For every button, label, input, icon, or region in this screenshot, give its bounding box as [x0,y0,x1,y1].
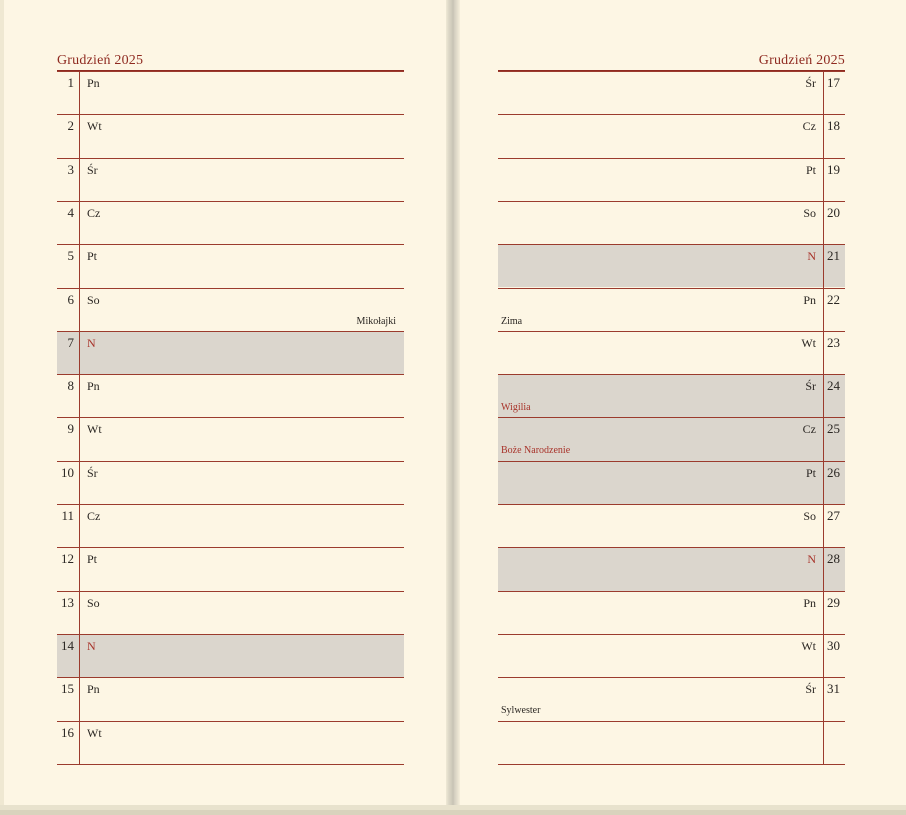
day-of-week: So [87,595,100,610]
left-month-title: Grudzień 2025 [57,53,144,68]
day-row[interactable] [498,114,845,157]
day-row[interactable] [57,331,404,374]
day-note: Mikołajki [356,315,396,327]
day-column-divider [79,462,80,505]
day-number: 12 [61,551,74,567]
day-row[interactable] [498,331,845,374]
day-column-divider [79,592,80,635]
day-of-week: Cz [802,119,816,134]
day-column-divider [823,115,824,158]
day-column-divider [79,722,80,765]
day-row[interactable] [498,158,845,201]
day-column-divider [79,115,80,158]
day-row[interactable] [498,634,845,677]
day-row[interactable] [57,547,404,590]
day-row[interactable] [498,547,845,590]
day-number: 2 [67,118,74,134]
day-of-week: Śr [87,465,98,480]
day-column-divider [823,202,824,245]
day-number: 15 [61,681,74,697]
day-of-week: Cz [87,509,101,523]
day-column-divider [823,505,824,548]
day-number: 13 [61,594,74,610]
day-column-divider [79,72,80,115]
day-column-divider [79,635,80,678]
day-column-divider [823,245,824,288]
day-column-divider [823,678,824,721]
day-number: 5 [67,248,74,264]
day-number: 11 [61,508,74,523]
day-column-divider [79,505,80,548]
day-column-divider [79,245,80,288]
day-column-divider [823,159,824,202]
day-column-divider [79,678,80,721]
day-row[interactable] [498,201,845,244]
day-number: 10 [61,464,74,480]
day-row[interactable] [498,374,845,417]
day-number: 28 [827,551,840,567]
day-of-week: Śr [805,379,816,394]
day-of-week: Wt [801,638,816,653]
day-row[interactable] [57,721,404,764]
day-column-divider [79,202,80,245]
day-column-divider [79,159,80,202]
day-number: 29 [827,594,840,610]
day-number: 23 [827,334,840,350]
day-of-week: Pt [87,552,98,567]
day-column-divider [823,462,824,505]
day-column-divider [823,418,824,461]
day-of-week: Wt [801,335,816,350]
day-row[interactable] [57,244,404,287]
day-number: 8 [67,378,74,394]
day-number: 31 [827,681,840,697]
day-row[interactable] [498,288,845,331]
left-edge [0,0,4,815]
day-number: 18 [827,118,840,134]
day-number: 21 [827,248,840,264]
day-of-week: Pn [87,682,100,697]
day-of-week: Pt [805,162,816,177]
day-of-week: So [803,205,816,220]
day-column-divider [823,548,824,591]
day-note: Sylwester [501,705,541,717]
day-row[interactable] [57,461,404,504]
day-row[interactable] [57,288,404,331]
day-number: 25 [827,421,840,437]
day-row[interactable] [57,201,404,244]
day-of-week: Pn [87,379,100,394]
day-column-divider [823,375,824,418]
grid-bottom-rule [498,764,845,765]
day-row[interactable] [57,374,404,417]
page-bottom-edge [0,810,906,815]
day-of-week: N [807,249,816,264]
day-number: 1 [67,75,74,90]
day-row[interactable] [498,504,845,547]
day-number: 3 [67,161,74,177]
day-note: Boże Narodzenie [501,445,571,457]
grid-bottom-rule [57,764,404,765]
day-of-week: Śr [87,162,98,177]
day-number: 9 [67,421,74,437]
day-column-divider [79,289,80,332]
day-column-divider [79,375,80,418]
day-of-week: Wt [87,119,102,134]
day-number: 20 [827,204,840,220]
day-column-divider [823,289,824,332]
day-of-week: Pt [805,465,816,480]
day-number: 7 [67,334,74,350]
day-row[interactable] [498,591,845,634]
day-of-week: Pn [803,595,816,610]
day-note: Wigilia [501,402,531,414]
day-number: 16 [61,724,74,740]
day-number: 24 [827,378,840,394]
day-of-week: Wt [87,422,102,437]
day-column-divider [79,418,80,461]
day-number: 19 [827,161,840,177]
day-of-week: N [87,335,96,350]
day-column-divider [79,548,80,591]
day-column-divider [823,722,824,765]
day-row[interactable] [57,417,404,460]
day-number: 17 [827,75,840,90]
day-row[interactable] [57,504,404,547]
day-of-week: So [803,509,816,523]
day-column-divider [79,332,80,375]
day-row[interactable] [498,244,845,287]
day-number: 26 [827,464,840,480]
day-of-week: So [87,292,100,307]
day-of-week: Śr [805,76,816,90]
day-column-divider [823,72,824,115]
day-row[interactable] [498,417,845,460]
day-of-week: Pn [803,292,816,307]
day-number: 6 [67,291,74,307]
day-of-week: N [87,638,96,653]
day-row[interactable] [57,677,404,720]
day-row[interactable] [57,71,404,114]
day-row[interactable] [498,721,845,764]
book-gutter [446,0,460,815]
day-column-divider [823,332,824,375]
day-of-week: N [807,552,816,567]
day-number: 4 [67,204,74,220]
day-column-divider [823,592,824,635]
day-row[interactable] [57,634,404,677]
day-row[interactable] [57,591,404,634]
day-column-divider [823,635,824,678]
day-number: 30 [827,637,840,653]
day-of-week: Śr [805,682,816,697]
day-row[interactable] [498,461,845,504]
day-row[interactable] [498,71,845,114]
day-of-week: Pn [87,76,100,90]
day-of-week: Pt [87,249,98,264]
day-of-week: Cz [802,422,816,437]
day-number: 22 [827,291,840,307]
day-of-week: Cz [87,205,101,220]
right-month-title: Grudzień 2025 [758,53,845,68]
day-row[interactable] [498,677,845,720]
day-note: Zima [501,315,523,327]
day-row[interactable] [57,114,404,157]
day-row[interactable] [57,158,404,201]
day-number: 14 [61,637,74,653]
day-of-week: Wt [87,725,102,740]
day-number: 27 [827,508,840,523]
